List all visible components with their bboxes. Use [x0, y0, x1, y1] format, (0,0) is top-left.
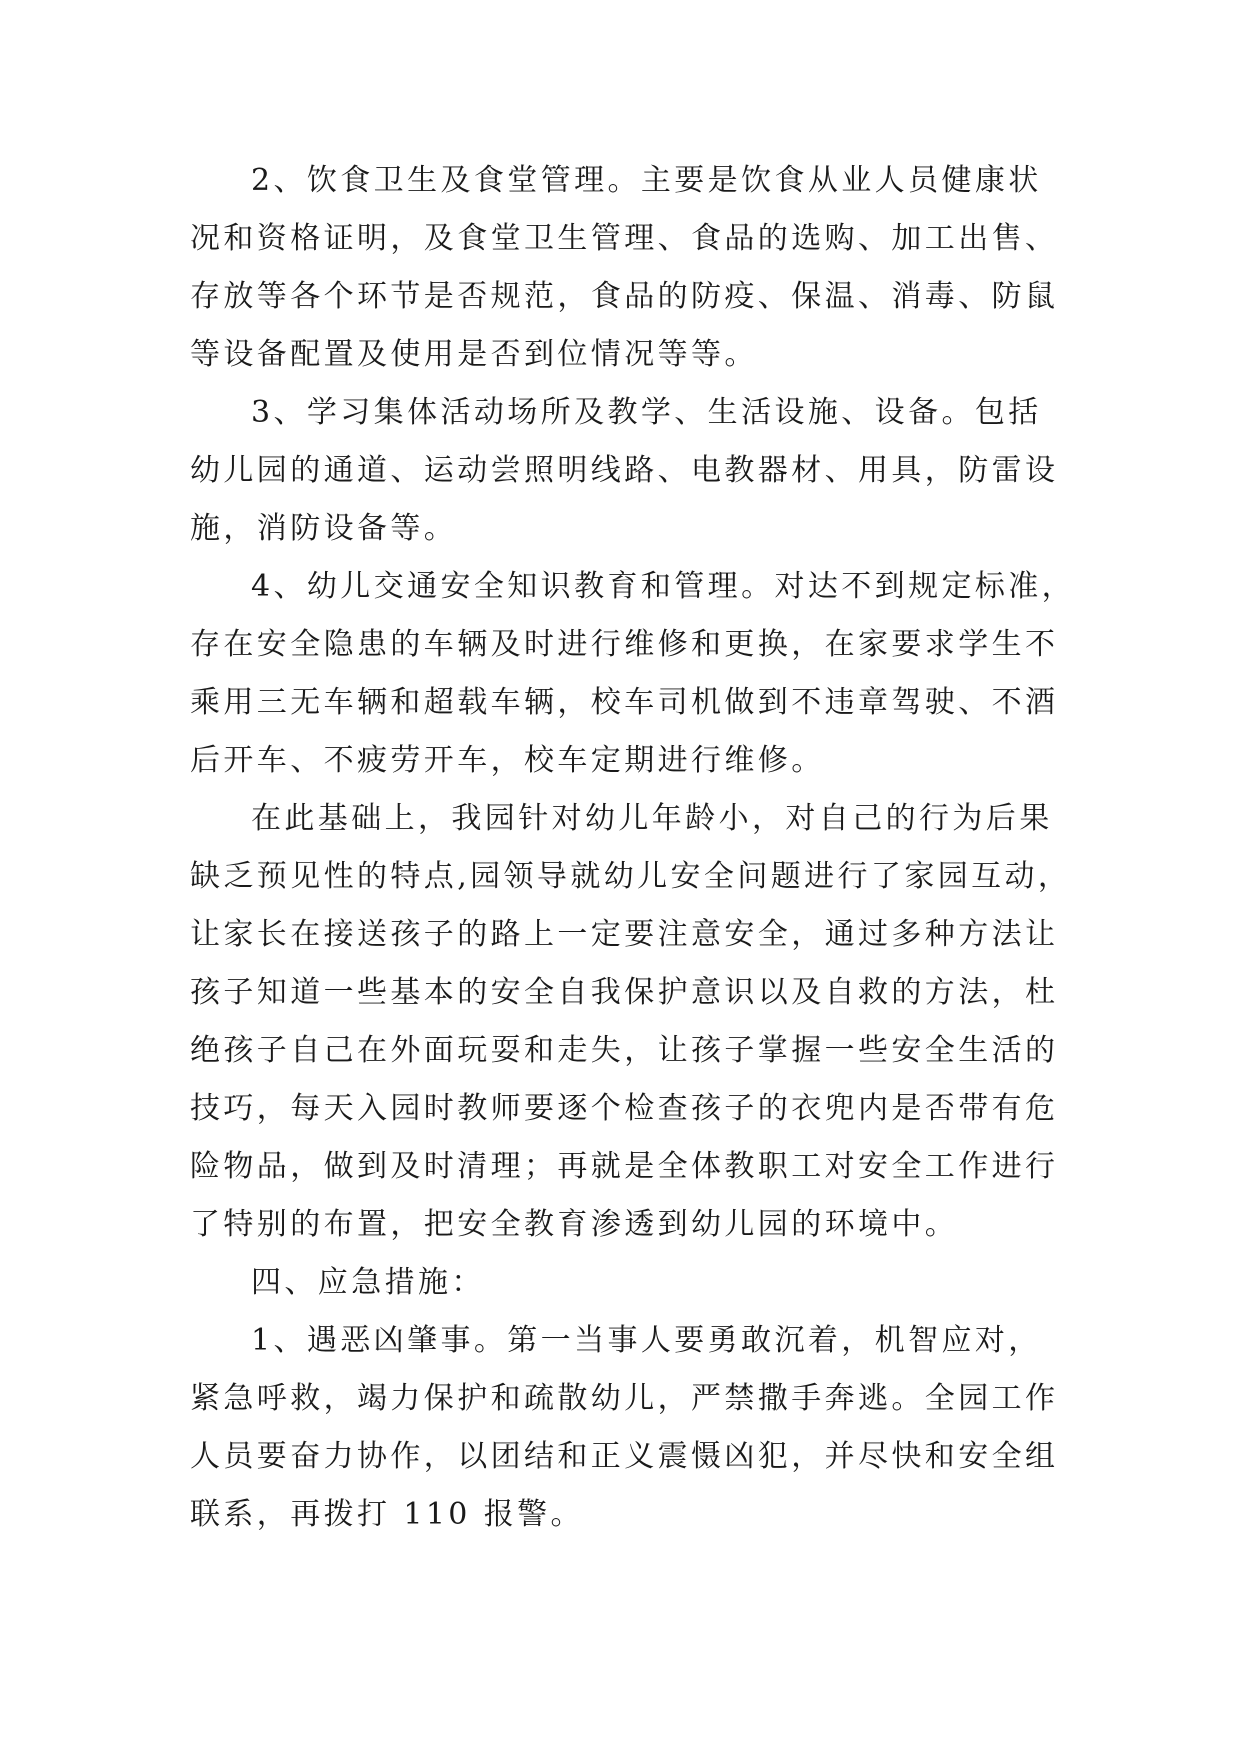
text-line: 后开车、不疲劳开车，校车定期进行维修。 [190, 743, 825, 778]
text-line: 紧急呼救，竭力保护和疏散幼儿，严禁撒手奔逃。全园工作 [190, 1381, 1059, 1416]
text-line: 缺乏预见性的特点,园领导就幼儿安全问题进行了家园互动， [190, 859, 1072, 894]
document-body [190, 152, 1076, 1544]
text-line: 况和资格证明，及食堂卫生管理、食品的选购、加工出售、 [190, 221, 1059, 256]
text-line: 2、饮食卫生及食堂管理。主要是饮食从业人员健康状 [251, 163, 1042, 198]
text-line: 了特别的布置，把安全教育渗透到幼儿园的环境中。 [190, 1207, 959, 1242]
text-line: 绝孩子自己在外面玩耍和走失，让孩子掌握一些安全生活的 [190, 1033, 1059, 1068]
text-line: 幼儿园的通道、运动尝照明线路、电教器材、用具，防雷设 [190, 453, 1059, 488]
text-line: 1、遇恶凶肇事。第一当事人要勇敢沉着，机智应对， [251, 1323, 1042, 1358]
text-line: 孩子知道一些基本的安全自我保护意识以及自救的方法，杜 [190, 975, 1059, 1010]
text-line: 联系，再拨打 110 报警。 [190, 1497, 584, 1532]
text-line: 存在安全隐患的车辆及时进行维修和更换，在家要求学生不 [190, 627, 1059, 662]
text-line: 险物品，做到及时清理；再就是全体教职工对安全工作进行 [190, 1149, 1059, 1184]
text-line: 乘用三无车辆和超载车辆，校车司机做到不违章驾驶、不酒 [190, 685, 1059, 720]
text-line: 3、学习集体活动场所及教学、生活设施、设备。包括 [251, 395, 1042, 430]
text-line: 等设备配置及使用是否到位情况等等。 [190, 337, 758, 372]
text-line: 人员要奋力协作，以团结和正义震慑凶犯，并尽快和安全组 [190, 1439, 1059, 1474]
text-line: 施，消防设备等。 [190, 511, 458, 546]
text-line: 在此基础上，我园针对幼儿年龄小，对自己的行为后果 [251, 801, 1053, 836]
section-heading: 四、应急措施： [251, 1265, 485, 1300]
text-line: 4、幼儿交通安全知识教育和管理。对达不到规定标准， [251, 569, 1076, 604]
text-line: 存放等各个环节是否规范，食品的防疫、保温、消毒、防鼠 [190, 279, 1059, 314]
text-line: 让家长在接送孩子的路上一定要注意安全，通过多种方法让 [190, 917, 1059, 952]
text-line: 技巧，每天入园时教师要逐个检查孩子的衣兜内是否带有危 [190, 1091, 1059, 1126]
